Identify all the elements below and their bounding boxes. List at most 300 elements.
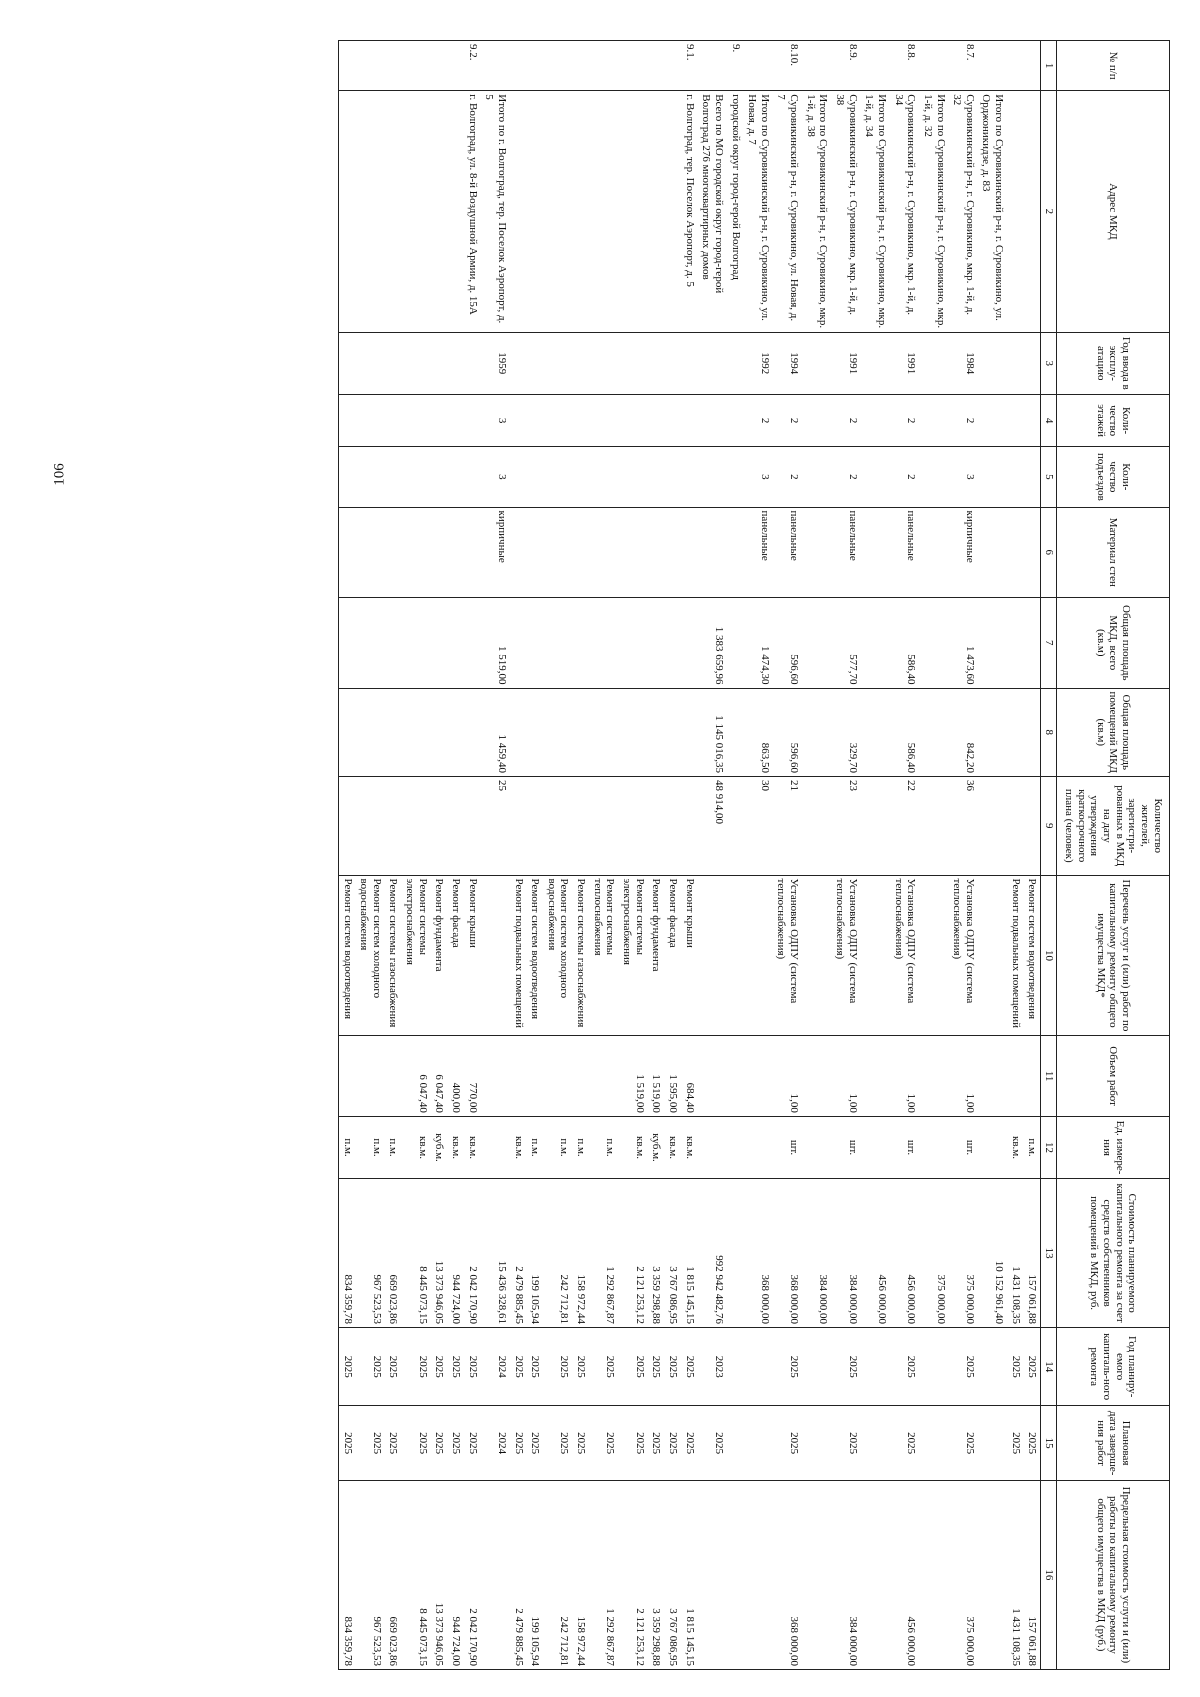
table-cell	[744, 1328, 773, 1406]
table-cell	[1007, 332, 1024, 394]
column-header: Количество жителей, зарегистри-рованных в МКД на дату утверждения краткосрочного плана (человек)	[1057, 777, 1170, 876]
table-cell: городской округ город-герой Волгоград	[727, 91, 744, 332]
table-cell	[447, 688, 464, 776]
table-row	[919, 41, 948, 1670]
table-cell	[543, 447, 572, 507]
table-row	[527, 41, 544, 1670]
table-cell	[664, 41, 681, 91]
table-cell	[356, 394, 385, 446]
table-cell: Ремонт системы газоснабжения	[385, 875, 402, 1036]
table-cell	[618, 447, 647, 507]
table-cell: 2 479 885,45	[510, 1480, 527, 1669]
table-cell	[681, 447, 698, 507]
table-cell	[356, 332, 385, 394]
table-cell: кв.м.	[464, 1116, 481, 1178]
table-cell	[727, 447, 744, 507]
table-cell: Ремонт системы электроснабжения	[618, 875, 647, 1036]
table-row	[727, 41, 744, 1670]
table-cell: 13 373 946,05	[431, 1179, 448, 1328]
table-cell: 834 359,78	[338, 1179, 355, 1328]
table-cell	[338, 777, 355, 876]
table-cell	[978, 1036, 1007, 1116]
table-cell: 2	[890, 447, 919, 507]
table-cell	[481, 1116, 510, 1178]
table-row	[664, 41, 681, 1670]
table-cell: 863,50	[744, 688, 773, 776]
table-cell: Итого по Суровикинский р-н, г. Суровикино, мкр. 1-й, д. 32	[919, 91, 948, 332]
table-cell: 3 767 086,95	[664, 1480, 681, 1669]
table-cell: Итого по г. Волгоград, тер. Поселок Аэропорт, д. 5	[481, 91, 510, 332]
table-row	[744, 41, 773, 1670]
table-cell	[919, 41, 948, 91]
table-cell: Ремонт фундамента	[431, 875, 448, 1036]
table-cell: 2	[890, 394, 919, 446]
table-cell	[802, 1036, 831, 1116]
table-cell: 2025	[831, 1328, 860, 1406]
table-cell	[1024, 598, 1041, 688]
column-number: 3	[1041, 332, 1057, 394]
table-cell: 9.	[727, 41, 744, 91]
table-row	[385, 41, 402, 1670]
table-cell: 2025	[648, 1328, 665, 1406]
table-cell	[648, 332, 665, 394]
table-cell: 2025	[510, 1328, 527, 1406]
table-cell: Суровикинский р-н, г. Суровикино, мкр. 1-й, д. 32	[949, 91, 978, 332]
table-cell: 3 359 298,88	[648, 1480, 665, 1669]
table-cell: 1 431 108,35	[1007, 1179, 1024, 1328]
table-cell	[589, 332, 618, 394]
table-cell	[573, 1036, 590, 1116]
table-cell	[481, 875, 510, 1036]
table-cell: 2025	[527, 1328, 544, 1406]
table-cell	[356, 91, 385, 332]
table-cell	[1024, 91, 1041, 332]
table-cell: 3 767 086,95	[664, 1179, 681, 1328]
table-cell: 2025	[589, 1406, 618, 1480]
table-cell: 2025	[949, 1328, 978, 1406]
table-cell	[861, 507, 890, 597]
table-cell: Итого по Суровикинский р-н, г. Суровикино, мкр. 1-й, д. 34	[861, 91, 890, 332]
column-header: Ед. измере-ния	[1057, 1116, 1170, 1178]
table-cell	[589, 688, 618, 776]
table-cell	[1024, 41, 1041, 91]
table-cell: 2025	[401, 1328, 430, 1406]
table-cell	[978, 688, 1007, 776]
table-cell: 329,70	[831, 688, 860, 776]
table-cell	[978, 875, 1007, 1036]
table-cell	[1024, 1036, 1041, 1116]
table-cell: 2025	[773, 1406, 802, 1480]
table-cell	[727, 777, 744, 876]
table-cell	[1007, 688, 1024, 776]
table-cell	[978, 1406, 1007, 1480]
table-cell	[464, 777, 481, 876]
table-row	[890, 41, 919, 1670]
table-cell: г. Волгоград, тер. Поселок Аэропорт, д. 5	[681, 91, 698, 332]
table-cell: 1994	[773, 332, 802, 394]
table-cell	[978, 1116, 1007, 1178]
table-cell	[338, 394, 355, 446]
table-cell: 2025	[510, 1406, 527, 1480]
table-cell	[1024, 777, 1041, 876]
table-cell	[573, 332, 590, 394]
table-cell: 2 479 885,45	[510, 1179, 527, 1328]
table-cell: 2025	[464, 1406, 481, 1480]
table-cell: 9.1.	[681, 41, 698, 91]
table-cell: 1 292 867,87	[589, 1179, 618, 1328]
table-cell: Итого по Суровикинский р-н, г. Суровикино, ул. Орджоникидзе, д. 83	[978, 91, 1007, 332]
table-cell: 1959	[481, 332, 510, 394]
table-cell: куб.м.	[431, 1116, 448, 1178]
table-cell: 242 712,81	[543, 1480, 572, 1669]
table-cell: куб.м.	[648, 1116, 665, 1178]
table-cell	[385, 598, 402, 688]
table-cell	[648, 688, 665, 776]
rotated-table-container	[50, 40, 1170, 1670]
table-cell: 2025	[1007, 1328, 1024, 1406]
table-cell	[802, 875, 831, 1036]
table-cell	[727, 875, 744, 1036]
table-cell: 384 000,00	[831, 1480, 860, 1669]
table-row	[464, 41, 481, 1670]
table-cell: п.м.	[338, 1116, 355, 1178]
table-cell: 669 023,86	[385, 1480, 402, 1669]
table-cell	[919, 777, 948, 876]
table-cell: 6 047,40	[431, 1036, 448, 1116]
table-cell: 8.10.	[773, 41, 802, 91]
table-cell	[573, 447, 590, 507]
table-cell: 2	[949, 394, 978, 446]
column-number: 12	[1041, 1116, 1057, 1178]
table-cell	[527, 777, 544, 876]
table-cell	[744, 1116, 773, 1178]
table-cell: 13 373 946,05	[431, 1480, 448, 1669]
table-cell	[978, 41, 1007, 91]
table-cell	[802, 1406, 831, 1480]
table-cell: 1 595,00	[664, 1036, 681, 1116]
table-cell	[681, 332, 698, 394]
table-cell	[527, 332, 544, 394]
table-cell	[802, 688, 831, 776]
table-cell	[1024, 332, 1041, 394]
table-cell	[464, 447, 481, 507]
table-cell: 368 000,00	[773, 1179, 802, 1328]
table-cell: 2	[773, 394, 802, 446]
table-cell: 48 914,00	[698, 777, 727, 876]
table-cell	[861, 332, 890, 394]
table-cell	[802, 1328, 831, 1406]
table-cell: Ремонт подвальных помещений	[510, 875, 527, 1036]
table-cell: 1,00	[949, 1036, 978, 1116]
table-row	[1007, 41, 1024, 1670]
table-cell: 368 000,00	[744, 1179, 773, 1328]
table-cell: 22	[890, 777, 919, 876]
table-cell: 3 359 298,88	[648, 1179, 665, 1328]
column-header: Предельная стоимость услуги и (или) работы по капитальному ремонту общего имущества в МКД (руб.)	[1057, 1480, 1170, 1669]
table-cell	[447, 777, 464, 876]
table-cell: 15 436 328,61	[481, 1179, 510, 1328]
table-cell	[589, 1036, 618, 1116]
table-row	[356, 41, 385, 1670]
table-cell	[618, 91, 647, 332]
table-cell: Ремонт системы газоснабжения	[573, 875, 590, 1036]
table-cell: 1,00	[831, 1036, 860, 1116]
table-cell	[681, 507, 698, 597]
table-cell	[431, 507, 448, 597]
table-cell: 2025	[698, 1406, 727, 1480]
table-cell: шт.	[890, 1116, 919, 1178]
table-cell: 157 061,88	[1024, 1179, 1041, 1328]
table-cell	[727, 332, 744, 394]
table-cell: 2025	[464, 1328, 481, 1406]
table-cell: Установка ОДПУ (система теплоснабжения)	[890, 875, 919, 1036]
table-cell	[356, 1036, 385, 1116]
table-cell	[431, 598, 448, 688]
table-row	[698, 41, 727, 1670]
table-cell: 586,40	[890, 688, 919, 776]
column-header: Коли-чество этажей	[1057, 394, 1170, 446]
table-cell	[648, 41, 665, 91]
table-cell: 1 473,60	[949, 598, 978, 688]
table-body	[338, 41, 1040, 1670]
table-cell	[802, 447, 831, 507]
table-cell: 2025	[431, 1328, 448, 1406]
column-number: 4	[1041, 394, 1057, 446]
table-cell	[744, 875, 773, 1036]
table-cell	[447, 91, 464, 332]
table-cell: Всего по МО городской округ город-герой Волгоград 276 многоквартирных домов	[698, 91, 727, 332]
table-cell: 1992	[744, 332, 773, 394]
table-cell: Ремонт систем холодного водоснабжения	[356, 875, 385, 1036]
table-cell	[1024, 394, 1041, 446]
table-cell	[543, 41, 572, 91]
table-cell	[385, 91, 402, 332]
table-cell: Итого по Суровикинский р-н, г. Суровикино, мкр. 1-й, д. 38	[802, 91, 831, 332]
column-number-row	[1041, 41, 1057, 1670]
table-cell: 6 047,40	[401, 1036, 430, 1116]
table-cell	[338, 41, 355, 91]
table-cell	[510, 688, 527, 776]
table-cell	[1007, 598, 1024, 688]
table-cell: Ремонт фасада	[664, 875, 681, 1036]
table-cell	[919, 1406, 948, 1480]
table-cell: п.м.	[1024, 1116, 1041, 1178]
table-cell	[861, 1480, 890, 1669]
table-cell	[727, 598, 744, 688]
table-cell: 368 000,00	[773, 1480, 802, 1669]
table-row	[681, 41, 698, 1670]
table-cell: 2025	[890, 1406, 919, 1480]
table-cell: п.м.	[543, 1116, 572, 1178]
table-cell: 3	[481, 394, 510, 446]
table-cell: 1991	[831, 332, 860, 394]
table-cell	[543, 598, 572, 688]
table-cell	[664, 447, 681, 507]
table-cell: 158 972,44	[573, 1480, 590, 1669]
column-number: 16	[1041, 1480, 1057, 1669]
table-row	[431, 41, 448, 1670]
table-cell: Ремонт системы электроснабжения	[401, 875, 430, 1036]
table-cell	[510, 507, 527, 597]
table-row	[573, 41, 590, 1670]
table-cell: 21	[773, 777, 802, 876]
table-cell: 2025	[773, 1328, 802, 1406]
table-cell	[698, 1480, 727, 1669]
table-cell	[681, 777, 698, 876]
table-cell: 2025	[385, 1328, 402, 1406]
table-cell: 2023	[698, 1328, 727, 1406]
table-cell	[802, 598, 831, 688]
table-cell	[919, 875, 948, 1036]
table-cell: 1 519,00	[618, 1036, 647, 1116]
column-number: 6	[1041, 507, 1057, 597]
table-cell: 2025	[618, 1328, 647, 1406]
table-cell	[727, 394, 744, 446]
table-cell	[589, 598, 618, 688]
table-cell	[1007, 447, 1024, 507]
table-cell	[978, 332, 1007, 394]
table-cell: 1 815 145,15	[681, 1480, 698, 1669]
table-cell: 384 000,00	[802, 1179, 831, 1328]
table-cell: 2025	[447, 1406, 464, 1480]
table-cell	[664, 332, 681, 394]
table-cell	[573, 41, 590, 91]
table-cell	[527, 507, 544, 597]
table-row	[802, 41, 831, 1670]
table-cell	[802, 1480, 831, 1669]
table-cell: 2025	[527, 1406, 544, 1480]
table-cell	[648, 447, 665, 507]
table-cell: 23	[831, 777, 860, 876]
column-header: Общая площадь МКД, всего (кв.м)	[1057, 598, 1170, 688]
table-cell	[648, 507, 665, 597]
table-cell	[648, 394, 665, 446]
table-cell	[978, 507, 1007, 597]
table-cell: 2025	[385, 1406, 402, 1480]
table-cell	[510, 41, 527, 91]
column-header: Перечень услуг и (или) работ по капитальному ремонту общего имущества МКД*	[1057, 875, 1170, 1036]
table-cell	[681, 688, 698, 776]
table-cell: 2	[744, 394, 773, 446]
column-number: 8	[1041, 688, 1057, 776]
table-cell	[543, 507, 572, 597]
table-cell: 8 445 073,15	[401, 1179, 430, 1328]
table-cell	[919, 1480, 948, 1669]
column-header: Адрес МКД	[1057, 91, 1170, 332]
table-cell	[401, 598, 430, 688]
table-cell	[401, 777, 430, 876]
table-cell: 967 523,53	[356, 1480, 385, 1669]
table-cell: кирпичные	[481, 507, 510, 597]
table-cell: 456 000,00	[861, 1179, 890, 1328]
table-cell	[727, 688, 744, 776]
table-cell	[861, 41, 890, 91]
table-cell	[861, 447, 890, 507]
table-cell	[589, 447, 618, 507]
table-cell: Ремонт систем водоотведения	[338, 875, 355, 1036]
column-number: 7	[1041, 598, 1057, 688]
table-cell	[1007, 507, 1024, 597]
table-cell	[698, 1036, 727, 1116]
table-cell	[447, 447, 464, 507]
table-cell	[698, 1116, 727, 1178]
table-cell	[861, 598, 890, 688]
table-cell: п.м.	[589, 1116, 618, 1178]
table-cell: 25	[481, 777, 510, 876]
table-cell: 1 815 145,15	[681, 1179, 698, 1328]
table-cell: п.м.	[385, 1116, 402, 1178]
table-cell: Ремонт системы теплоснабжения	[589, 875, 618, 1036]
table-cell	[338, 507, 355, 597]
table-cell	[527, 394, 544, 446]
table-cell: 1,00	[773, 1036, 802, 1116]
table-cell	[543, 332, 572, 394]
table-cell	[919, 598, 948, 688]
table-cell: 2 121 253,12	[618, 1179, 647, 1328]
table-cell	[802, 507, 831, 597]
table-cell	[861, 875, 890, 1036]
table-cell: 2025	[664, 1406, 681, 1480]
table-cell	[919, 1328, 948, 1406]
table-cell	[861, 1116, 890, 1178]
table-cell: 834 359,78	[338, 1480, 355, 1669]
table-cell	[527, 1036, 544, 1116]
table-cell: 669 023,86	[385, 1179, 402, 1328]
table-cell: 1 431 108,35	[1007, 1480, 1024, 1669]
table-cell	[919, 688, 948, 776]
table-cell	[919, 332, 948, 394]
column-header: Общая площадь помещений МКД (кв.м)	[1057, 688, 1170, 776]
table-cell: 1 474,30	[744, 598, 773, 688]
table-cell: 2025	[573, 1406, 590, 1480]
table-cell	[464, 598, 481, 688]
table-cell: Установка ОДПУ (система теплоснабжения)	[773, 875, 802, 1036]
table-cell	[447, 507, 464, 597]
table-cell	[664, 507, 681, 597]
table-cell: 1 145 016,35	[698, 688, 727, 776]
table-cell: 2025	[356, 1328, 385, 1406]
table-cell	[431, 777, 448, 876]
table-cell	[385, 507, 402, 597]
table-cell: шт.	[773, 1116, 802, 1178]
table-cell: 10 152 961,40	[978, 1179, 1007, 1328]
table-cell	[919, 447, 948, 507]
table-cell: 2 042 170,90	[464, 1480, 481, 1669]
table-cell	[338, 1036, 355, 1116]
table-cell	[589, 394, 618, 446]
table-row	[401, 41, 430, 1670]
table-cell	[744, 41, 773, 91]
table-cell	[744, 1406, 773, 1480]
column-number: 13	[1041, 1179, 1057, 1328]
table-cell	[401, 507, 430, 597]
table-cell	[698, 507, 727, 597]
table-cell: 2025	[543, 1328, 572, 1406]
table-cell	[861, 688, 890, 776]
table-cell	[589, 777, 618, 876]
column-number: 9	[1041, 777, 1057, 876]
table-cell: Суровикинский р-н, г. Суровикино, мкр. 1-й, д. 38	[831, 91, 860, 332]
table-cell: п.м.	[527, 1116, 544, 1178]
table-cell: Установка ОДПУ (система теплоснабжения)	[831, 875, 860, 1036]
page-number: 106	[51, 463, 68, 486]
table-cell	[698, 394, 727, 446]
column-header: Материал стен	[1057, 507, 1170, 597]
table-cell: кв.м.	[401, 1116, 430, 1178]
table-cell	[447, 598, 464, 688]
table-row	[481, 41, 510, 1670]
table-cell: 2	[831, 447, 860, 507]
